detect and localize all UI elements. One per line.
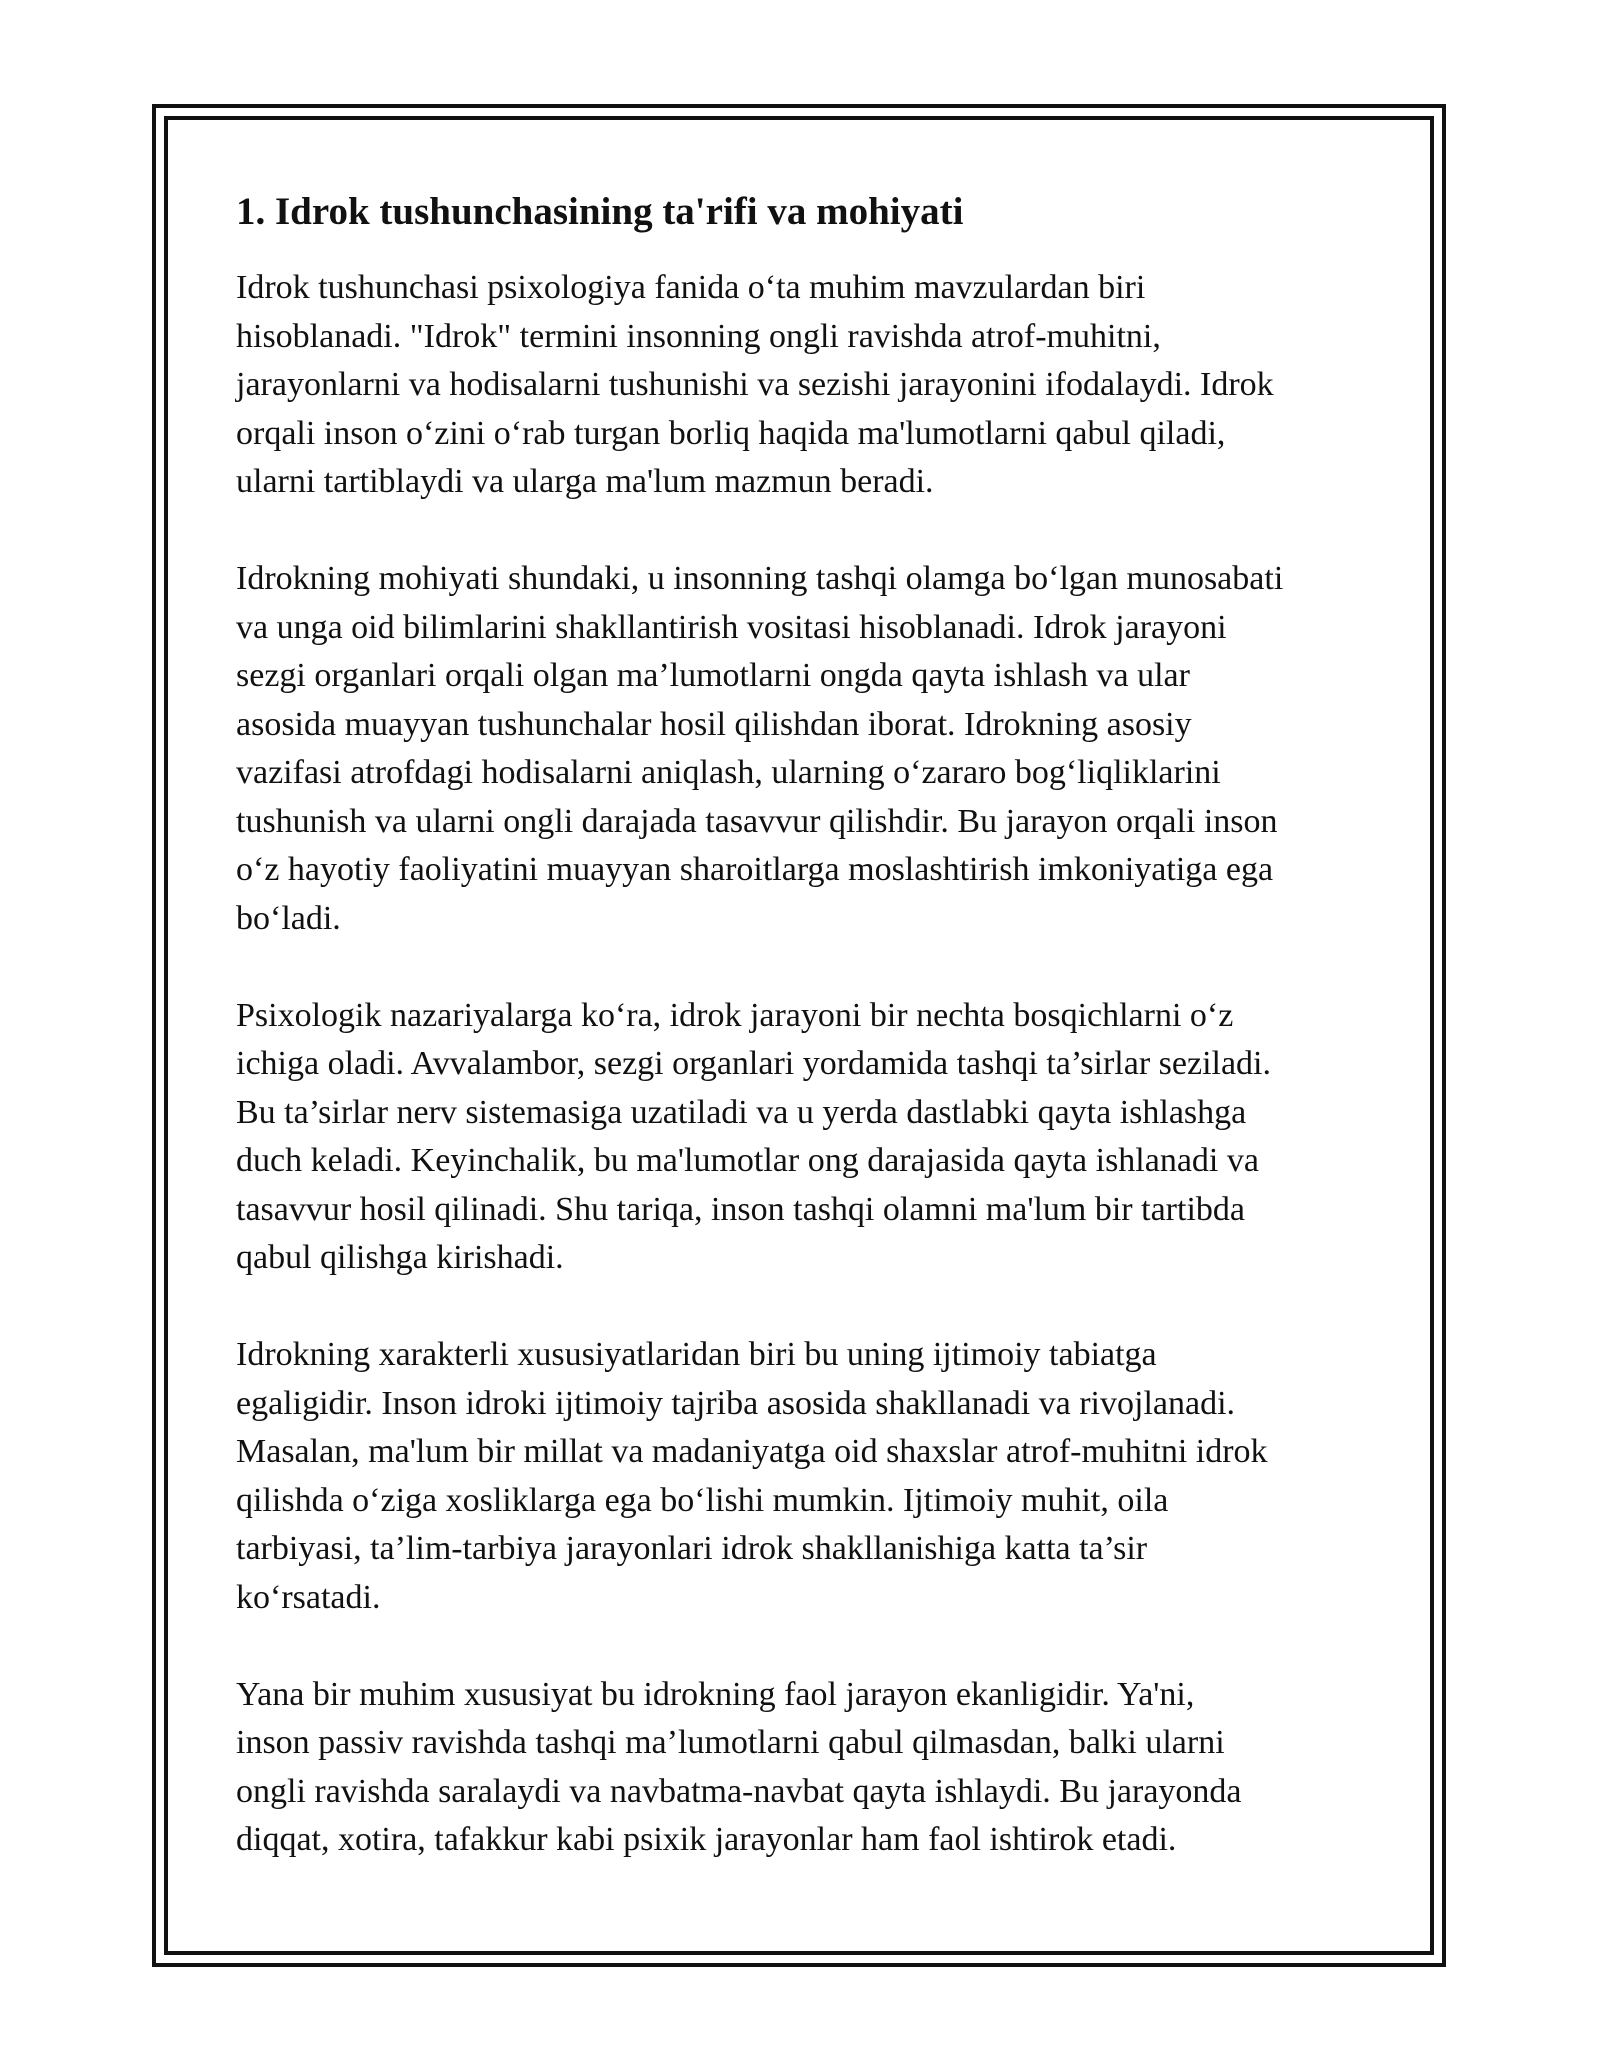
paragraph-line: Masalan, ma'lum bir millat va madaniyatga oid shaxslar atrof-muhitni idrok xyxy=(236,1433,1268,1470)
paragraph-line: jarayonlarni va hodisalarni tushunishi va sezishi jarayonini ifodalaydi. Idrok xyxy=(236,366,1274,403)
paragraph-line: tasavvur hosil qilinadi. Shu tariqa, inson tashqi olamni ma'lum bir tartibda xyxy=(236,1190,1245,1228)
paragraph-line: diqqat, xotira, tafakkur kabi psixik jarayonlar ham faol ishtirok etadi. xyxy=(236,1821,1177,1858)
paragraph-line: bo‘ladi. xyxy=(236,899,341,937)
paragraph-line: vazifasi atrofdagi hodisalarni aniqlash, ularning o‘zararo bog‘liqliklarini xyxy=(236,754,1221,791)
paragraph-line: tarbiyasi, ta’lim-tarbiya jarayonlari idrok shakllanishiga katta ta’sir xyxy=(236,1530,1148,1567)
paragraph-line: duch keladi. Keyinchalik, bu ma'lumotlar ong darajasida qayta ishlanadi va xyxy=(236,1142,1259,1179)
section-heading: 1. Idrok tushunchasining ta'rifi va mohiyati xyxy=(236,190,964,233)
paragraph-2 xyxy=(236,555,1376,943)
paragraph-5 xyxy=(236,1671,1376,1865)
document-body xyxy=(236,188,1376,1913)
paragraph-line: va unga oid bilimlarini shakllantirish vositasi hisoblanadi. Idrok jarayoni xyxy=(236,608,1227,646)
paragraph-line: tushunish va ularni ongli darajada tasavvur qilishdir. Bu jarayon orqali inson xyxy=(236,802,1278,840)
paragraph-line: sezgi organlari orqali olgan ma’lumotlarni ongda qayta ishlash va ular xyxy=(236,657,1190,694)
paragraph-line: Yana bir muhim xususiyat bu idrokning faol jarayon ekanligidir. Ya'ni, xyxy=(236,1675,1195,1713)
paragraph-line: orqali inson o‘zini o‘rab turgan borliq haqida ma'lumotlarni qabul qiladi, xyxy=(236,414,1226,452)
paragraph-line: ularni tartiblaydi va ularga ma'lum mazmun beradi. xyxy=(236,463,934,500)
paragraph-4 xyxy=(236,1331,1376,1622)
paragraph-line: qabul qilishga kirishadi. xyxy=(236,1239,564,1276)
paragraph-line: asosida muayyan tushunchalar hosil qilishdan iborat. Idrokning asosiy xyxy=(236,705,1192,743)
paragraph-1 xyxy=(236,264,1376,507)
paragraph-line: Idrokning mohiyati shundaki, u insonning tashqi olamga bo‘lgan munosabati xyxy=(236,560,1284,597)
paragraph-line: egaligidir. Inson idroki ijtimoiy tajriba asosida shakllanadi va rivojlanadi. xyxy=(236,1384,1236,1422)
paragraph-line: ko‘rsatadi. xyxy=(236,1578,381,1616)
paragraph-line: qilishda o‘ziga xosliklarga ega bo‘lishi mumkin. Ijtimoiy muhit, oila xyxy=(236,1481,1169,1519)
paragraph-line: inson passiv ravishda tashqi ma’lumotlarni qabul qilmasdan, balki ularni xyxy=(236,1724,1225,1761)
paragraph-line: Bu ta’sirlar nerv sistemasiga uzatiladi va u yerda dastlabki qayta ishlashga xyxy=(236,1093,1247,1131)
paragraph-line: Idrokning xarakterli xususiyatlaridan biri bu uning ijtimoiy tabiatga xyxy=(236,1336,1157,1373)
paragraph-line: o‘z hayotiy faoliyatini muayyan sharoitlarga moslashtirish imkoniyatiga ega xyxy=(236,851,1274,888)
paragraph-line: Idrok tushunchasi psixologiya fanida o‘ta muhim mavzulardan biri xyxy=(236,269,1146,306)
paragraph-line: ichiga oladi. Avvalambor, sezgi organlari yordamida tashqi ta’sirlar seziladi. xyxy=(236,1045,1272,1082)
paragraph-3 xyxy=(236,992,1376,1283)
paragraph-line: hisoblanadi. "Idrok" termini insonning ongli ravishda atrof-muhitni, xyxy=(236,317,1161,355)
paragraph-line: ongli ravishda saralaydi va navbatma-navbat qayta ishlaydi. Bu jarayonda xyxy=(236,1772,1242,1810)
paragraph-line: Psixologik nazariyalarga ko‘ra, idrok jarayoni bir nechta bosqichlarni o‘z xyxy=(236,996,1234,1034)
